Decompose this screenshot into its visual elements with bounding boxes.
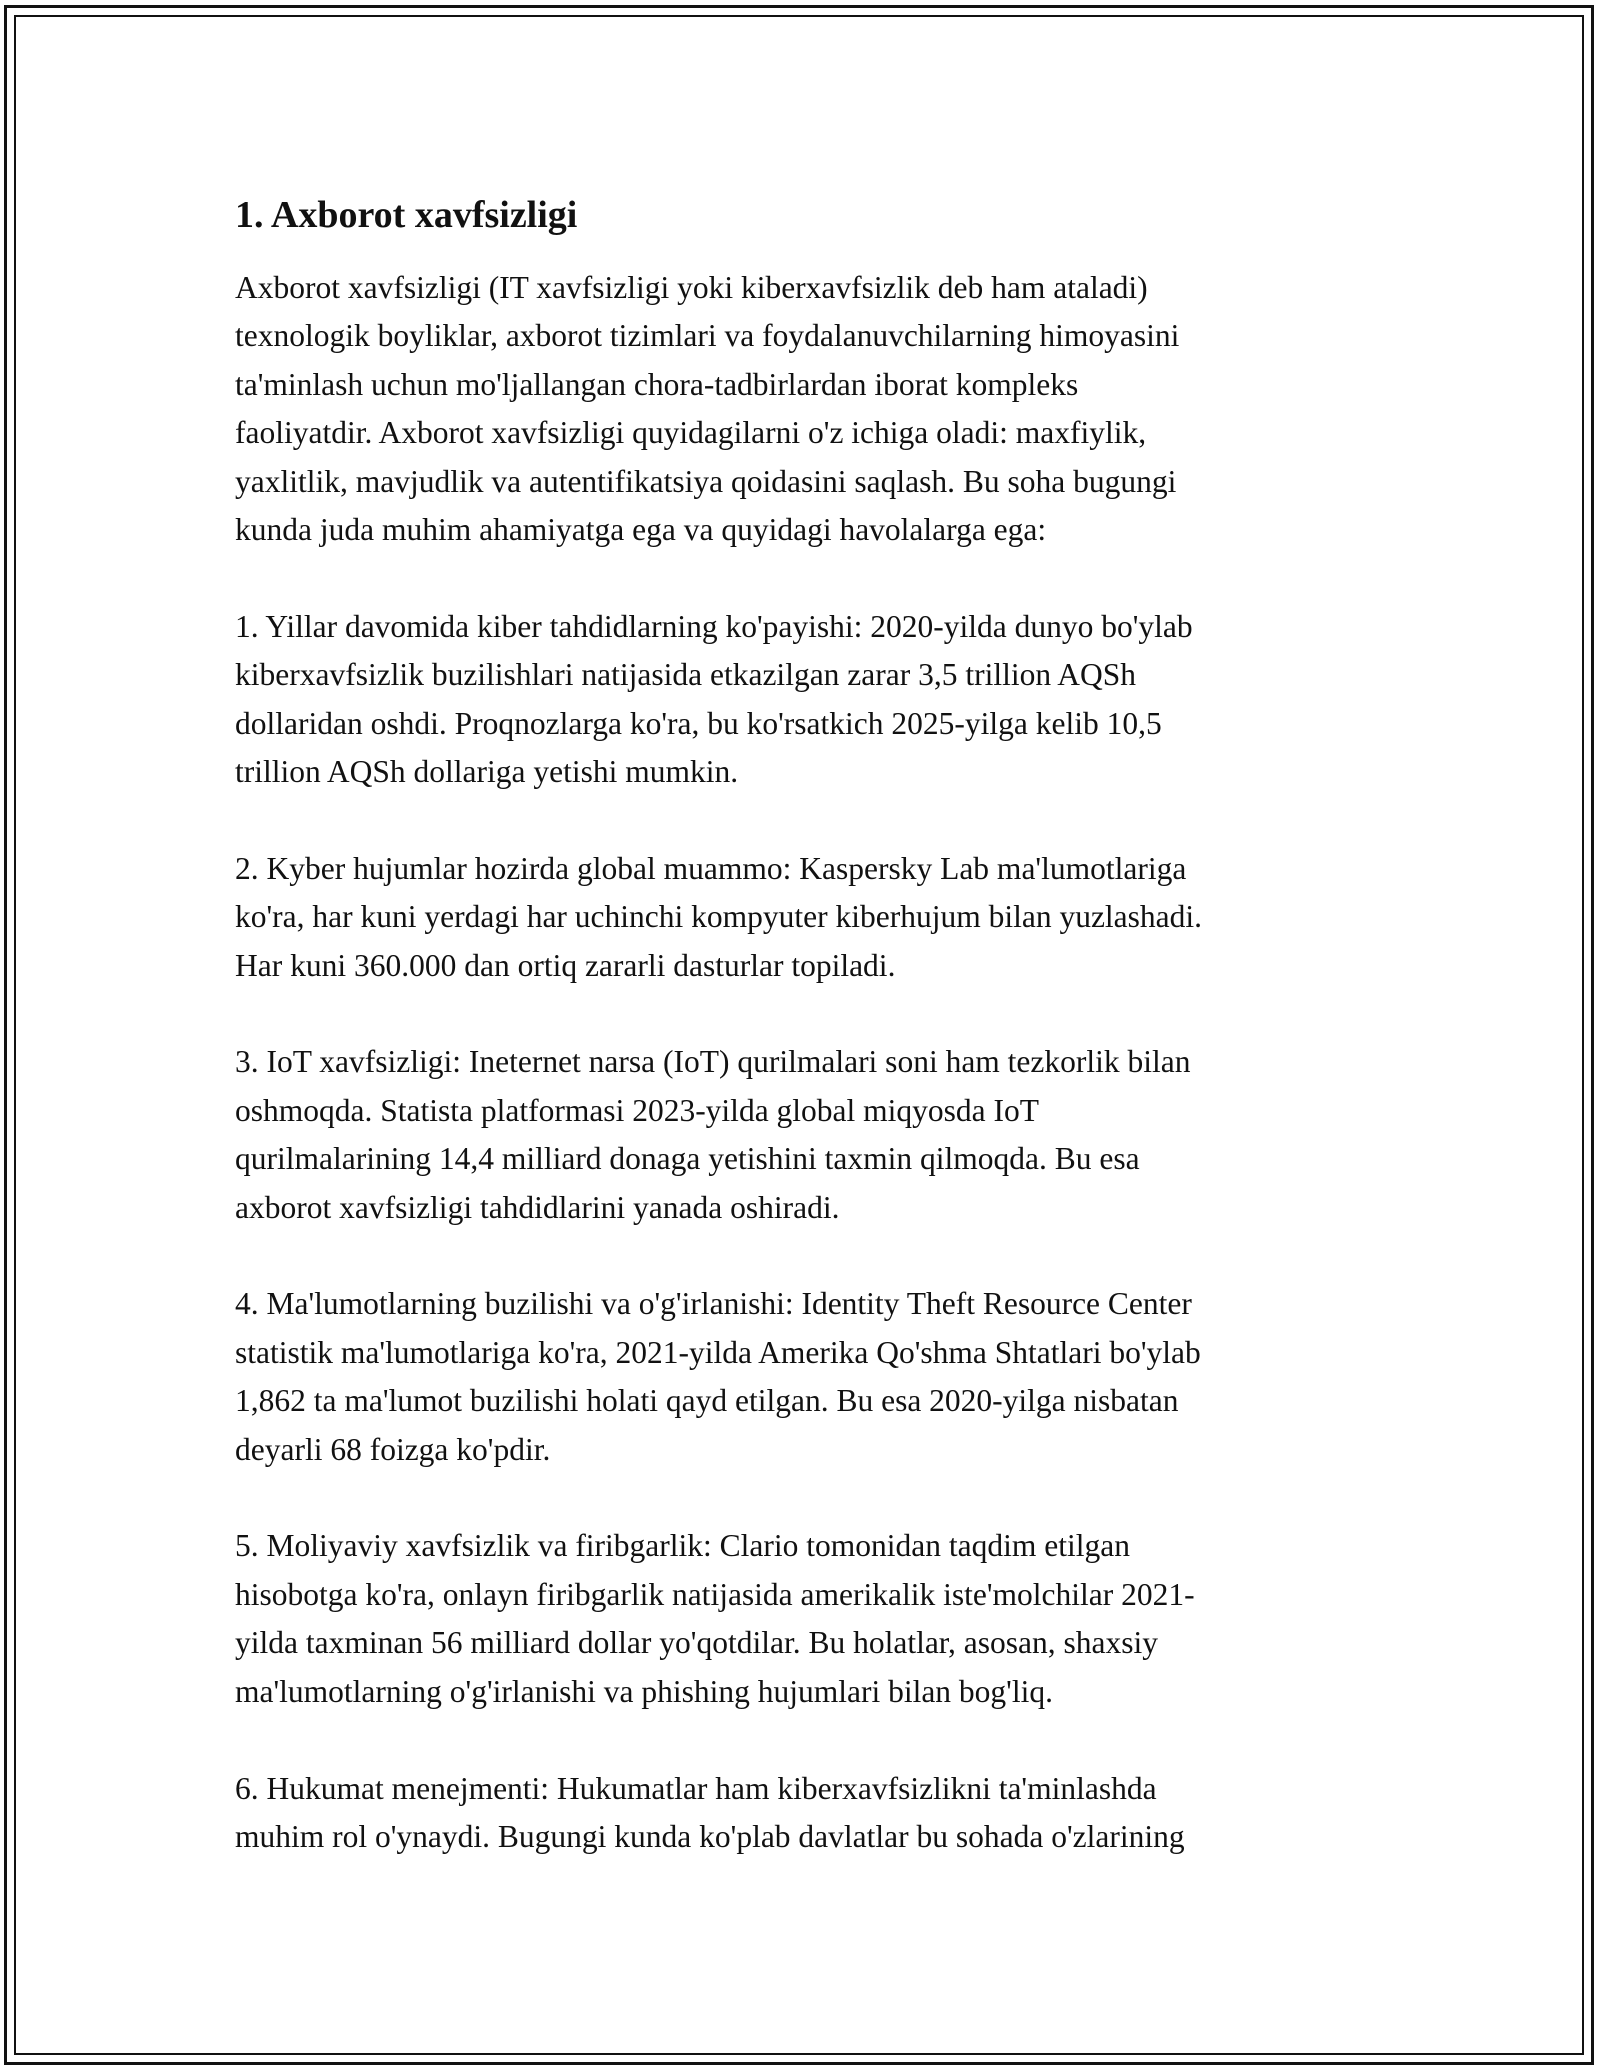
list-item-5: 5. Moliyaviy xavfsizlik va firibgarlik: Clario tomonidan taqdim etilgan hisobotga ko'ra, onlayn firibgarlik natijasida amerikalik iste'molchilar 2021- yilda taxminan 56 milliard dollar yo'qotdilar. Bu holatlar, asosan, shaxsiy ma'lumotlarning o'g'irlanishi va phishing hujumlari bilan bog'liq. — [235, 1528, 1195, 1709]
intro-paragraph: Axborot xavfsizligi (IT xavfsizligi yoki kiberxavfsizlik deb ham ataladi) texnologik boyliklar, axborot tizimlari va foydalanuvchilarning himoyasini ta'minlash uchun mo'ljallangan chora-tadbirlardan iborat kompleks faoliyatdir. Axborot xavfsizligi quyidagilarni o'z ichiga oladi: maxfiylik, yaxlitlik, mavjudlik va autentifikatsiya qoidasini saqlash. Bu soha bugungi kunda juda muhim ahamiyatga ega va quyidagi havolalarga ega: — [235, 270, 1180, 548]
document-body — [235, 190, 1370, 1861]
list-item-3: 3. IoT xavfsizligi: Ineternet narsa (IoT) qurilmalari soni ham tezkorlik bilan oshmoqda. Statista platformasi 2023-yilda global miqyosda IoT qurilmalarining 14,4 milliard donaga yetishini taxmin qilmoqda. Bu esa axborot xavfsizligi tahdidlarini yanada oshiradi. — [235, 1044, 1191, 1225]
list-item-4: 4. Ma'lumotlarning buzilishi va o'g'irlanishi: Identity Theft Resource Center statistik ma'lumotlariga ko'ra, 2021-yilda Amerika Qo'shma Shtatlari bo'ylab 1,862 ta ma'lumot buzilishi holati qayd etilgan. Bu esa 2020-yilga nisbatan deyarli 68 foizga ko'pdir. — [235, 1286, 1201, 1467]
list-item-2: 2. Kyber hujumlar hozirda global muammo: Kaspersky Lab ma'lumotlariga ko'ra, har kuni yerdagi har uchinchi kompyuter kiberhujum bilan yuzlashadi. Har kuni 360.000 dan ortiq zararli dasturlar topiladi. — [235, 850, 1203, 983]
list-item-6: 6. Hukumat menejmenti: Hukumatlar ham kiberxavfsizlikni ta'minlashda muhim rol o'ynaydi. Bugungi kunda ko'plab davlatlar bu sohada o'zlarining — [235, 1770, 1185, 1854]
list-item-1: 1. Yillar davomida kiber tahdidlarning ko'payishi: 2020-yilda dunyo bo'ylab kiberxavfsizlik buzilishlari natijasida etkazilgan zarar 3,5 trillion AQSh dollaridan oshdi. Proqnozlarga ko'ra, bu ko'rsatkich 2025-yilga kelib 10,5 trillion AQSh dollariga yetishi mumkin. — [235, 608, 1193, 790]
section-heading: 1. Axborot xavfsizligi — [235, 194, 578, 236]
